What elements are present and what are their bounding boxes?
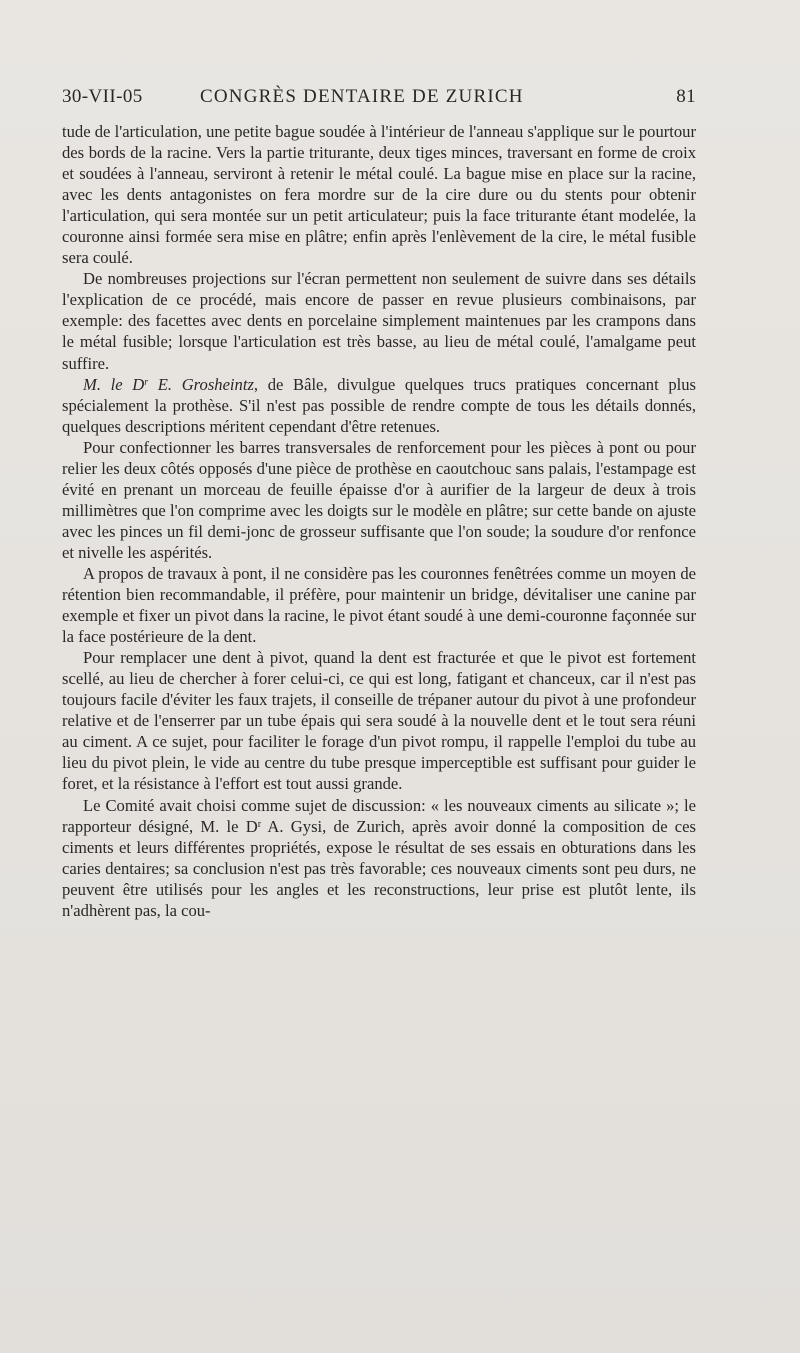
running-head — [62, 86, 696, 116]
paragraph: Pour remplacer une dent à pivot, quand la dent est fracturée et que le pivot est fortement scellé, au lieu de chercher à forer celui-ci, ce qui est long, fatigant et chanceux, car il n'est pas toujours facile d'éviter les faux trajets, il conseille de trépaner autour du pivot à une profondeur relative et de l'enserrer par un tube épais qui sera soudé à la nouvelle dent et le tout sera réuni au ciment. A ce sujet, pour faciliter le forage d'un pivot rompu, il rappelle l'emploi du tube au lieu du pivot plein, le vide au centre du tube presque imperceptible est suffisant pour guider le foret, et la résistance à l'effort est tout aussi grande. — [62, 648, 696, 794]
header-title: CONGRÈS DENTAIRE DE ZURICH — [200, 86, 524, 107]
body-text — [62, 121, 696, 921]
header-date: 30-VII-05 — [62, 86, 143, 107]
page-number: 81 — [676, 86, 696, 107]
speaker-name: E. Grosheintz — [148, 374, 254, 394]
paragraph-text: A. Gysi, de Zurich, après avoir donné la composition de ces ciments et leurs différentes propriétés, expose le résultat de ses essais en obturations dans les caries dentaires; sa conclusion n'est pas très favorable; ces nouveaux ciments sont peu durs, ne peuvent être utilisés pour les angles et les reconstructions, leur prise est plutôt lente, ils n'adhèrent pas, la cou- — [62, 816, 696, 920]
paragraph: tude de l'articulation, une petite bague soudée à l'intérieur de l'anneau s'applique sur le pourtour des bords de la racine. Vers la partie triturante, deux tiges minces, traversant en forme de croix et soudées à l'anneau, serviront à retenir le métal coulé. La bague mise en place sur la racine, avec les dents antagonistes on fera mordre sur de la cire dure ou du stents pour obtenir l'articulation, qui sera montée sur un petit articulateur; puis la face triturante étant modelée, la couronne ainsi formée sera mise en plâtre; enfin après l'enlèvement de la cire, le métal fusible sera coulé. — [62, 122, 696, 268]
superscript: r — [257, 818, 262, 830]
speaker-prefix: M. le D — [83, 374, 145, 394]
paragraph: A propos de travaux à pont, il ne considère pas les couronnes fenêtrées comme un moyen de rétention bien recommandable, il préfère, pour maintenir un bridge, dévitaliser une canine par exemple et fixer un pivot dans la racine, le pivot étant soudé à une demi-couronne façonnée sur la face postérieure de la dent. — [62, 563, 696, 647]
paragraph — [62, 374, 696, 437]
paragraph: Pour confectionner les barres transversales de renforcement pour les pièces à pont ou pour relier les deux côtés opposés d'une pièce de prothèse en caoutchouc sans palais, l'estampage est évité en prenant un morceau de feuille épaisse d'or à aurifier de la largeur de deux à trois millimètres que l'on comprime avec les doigts sur le modèle en plâtre; sur cette bande on ajuste avec les pinces un fil demi-jonc de grosseur suffisante que l'on soude; la soudure d'or renfonce et nivelle les aspérités. — [62, 437, 696, 562]
paragraph-text: , de Bâle, divulgue quelques trucs pratiques concernant plus spécialement la prothèse. S'il n'est pas possible de rendre compte de tous les détails donnés, quelques descriptions méritent cependant d'être retenues. — [62, 374, 696, 436]
speaker-title — [83, 375, 254, 394]
paragraph — [62, 795, 696, 921]
paragraph-text: Le Comité avait choisi comme sujet de discussion: « les nouveaux ciments au silicate »; le rapporteur désigné, M. le D — [62, 795, 696, 836]
superscript: r — [144, 376, 149, 388]
paragraph: De nombreuses projections sur l'écran permettent non seulement de suivre dans ses détails l'explication de ce procédé, mais encore de passer en revue plusieurs combinaisons, par exemple: des facettes avec dents en porcelaine simplement maintenues par les crampons dans le métal fusible; lorsque l'articulation est très basse, au lieu de métal coulé, l'amalgame peut suffire. — [62, 269, 696, 373]
